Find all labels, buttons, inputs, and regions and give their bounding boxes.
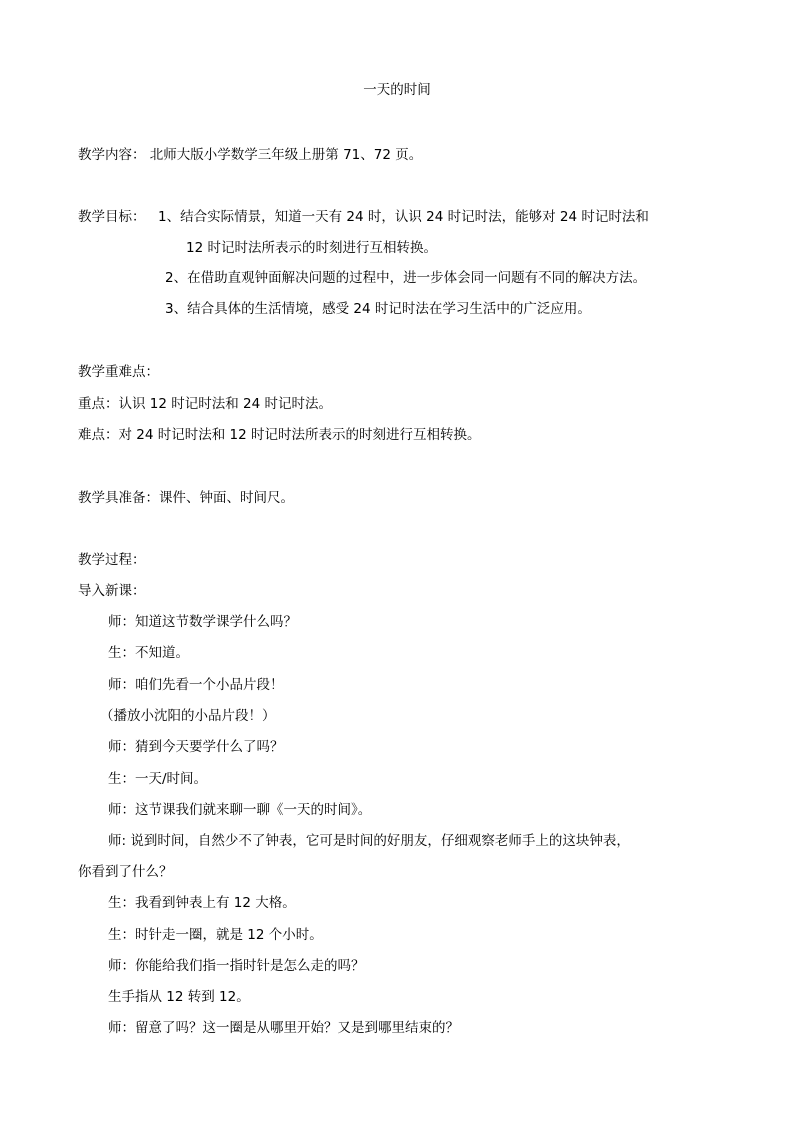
difficult-point: 难点：对 24 时记时法和 12 时记时法所表示的时刻进行互相转换。 (78, 427, 481, 443)
dialogue-line: 生：我看到钟表上有 12 大格。 (108, 895, 296, 911)
document-title: 一天的时间 (363, 82, 431, 98)
dialogue-line: 师: 说到时间，自然少不了钟表，它可是时间的好朋友，仔细观察老师手上的这块钟表， (108, 833, 630, 849)
teaching-content: 教学内容： 北师大版小学数学三年级上册第 71、72 页。 (78, 147, 423, 163)
key-points-heading: 教学重难点： (78, 364, 159, 380)
intro-heading: 导入新课： (78, 583, 146, 599)
dialogue-line: 师：你能给我们指一指时针是怎么走的吗？ (108, 958, 365, 974)
objective-2: 2、在借助直观钟面解决问题的过程中，进一步体会同一问题有不同的解决方法。 (165, 270, 647, 286)
process-heading: 教学过程： (78, 552, 146, 568)
dialogue-line: 师：这节课我们就来聊一聊《一天的时间》。 (108, 802, 372, 818)
dialogue-line: 生手指从 12 转到 12。 (108, 989, 250, 1005)
dialogue-line: （播放小沈阳的小品片段！） (100, 708, 276, 724)
dialogue-line: 生：一天/时间。 (108, 771, 208, 787)
objective-1-line-1: 1、结合实际情景，知道一天有 24 时，认识 24 时记时法，能够对 24 时记时法和 (158, 209, 649, 225)
dialogue-line: 师：猜到今天要学什么了吗？ (108, 739, 284, 755)
dialogue-line: 你看到了什么？ (78, 864, 173, 880)
objective-3: 3、结合具体的生活情境，感受 24 时记时法在学习生活中的广泛应用。 (165, 301, 591, 317)
dialogue-line: 生：时针走一圈，就是 12 个小时。 (108, 927, 323, 943)
dialogue-line: 师：知道这节数学课学什么吗？ (108, 614, 297, 630)
objective-1-line-2: 12 时记时法所表示的时刻进行互相转换。 (186, 240, 437, 256)
key-point: 重点：认识 12 时记时法和 24 时记时法。 (78, 396, 333, 412)
objectives-label: 教学目标： (78, 209, 146, 225)
preparation: 教学具准备：课件、钟面、时间尺。 (78, 490, 294, 506)
dialogue-line: 师：留意了吗？这一圈是从哪里开始？又是到哪里结束的？ (108, 1020, 459, 1036)
dialogue-line: 生：不知道。 (108, 645, 189, 661)
dialogue-line: 师：咱们先看一个小品片段！ (108, 677, 284, 693)
